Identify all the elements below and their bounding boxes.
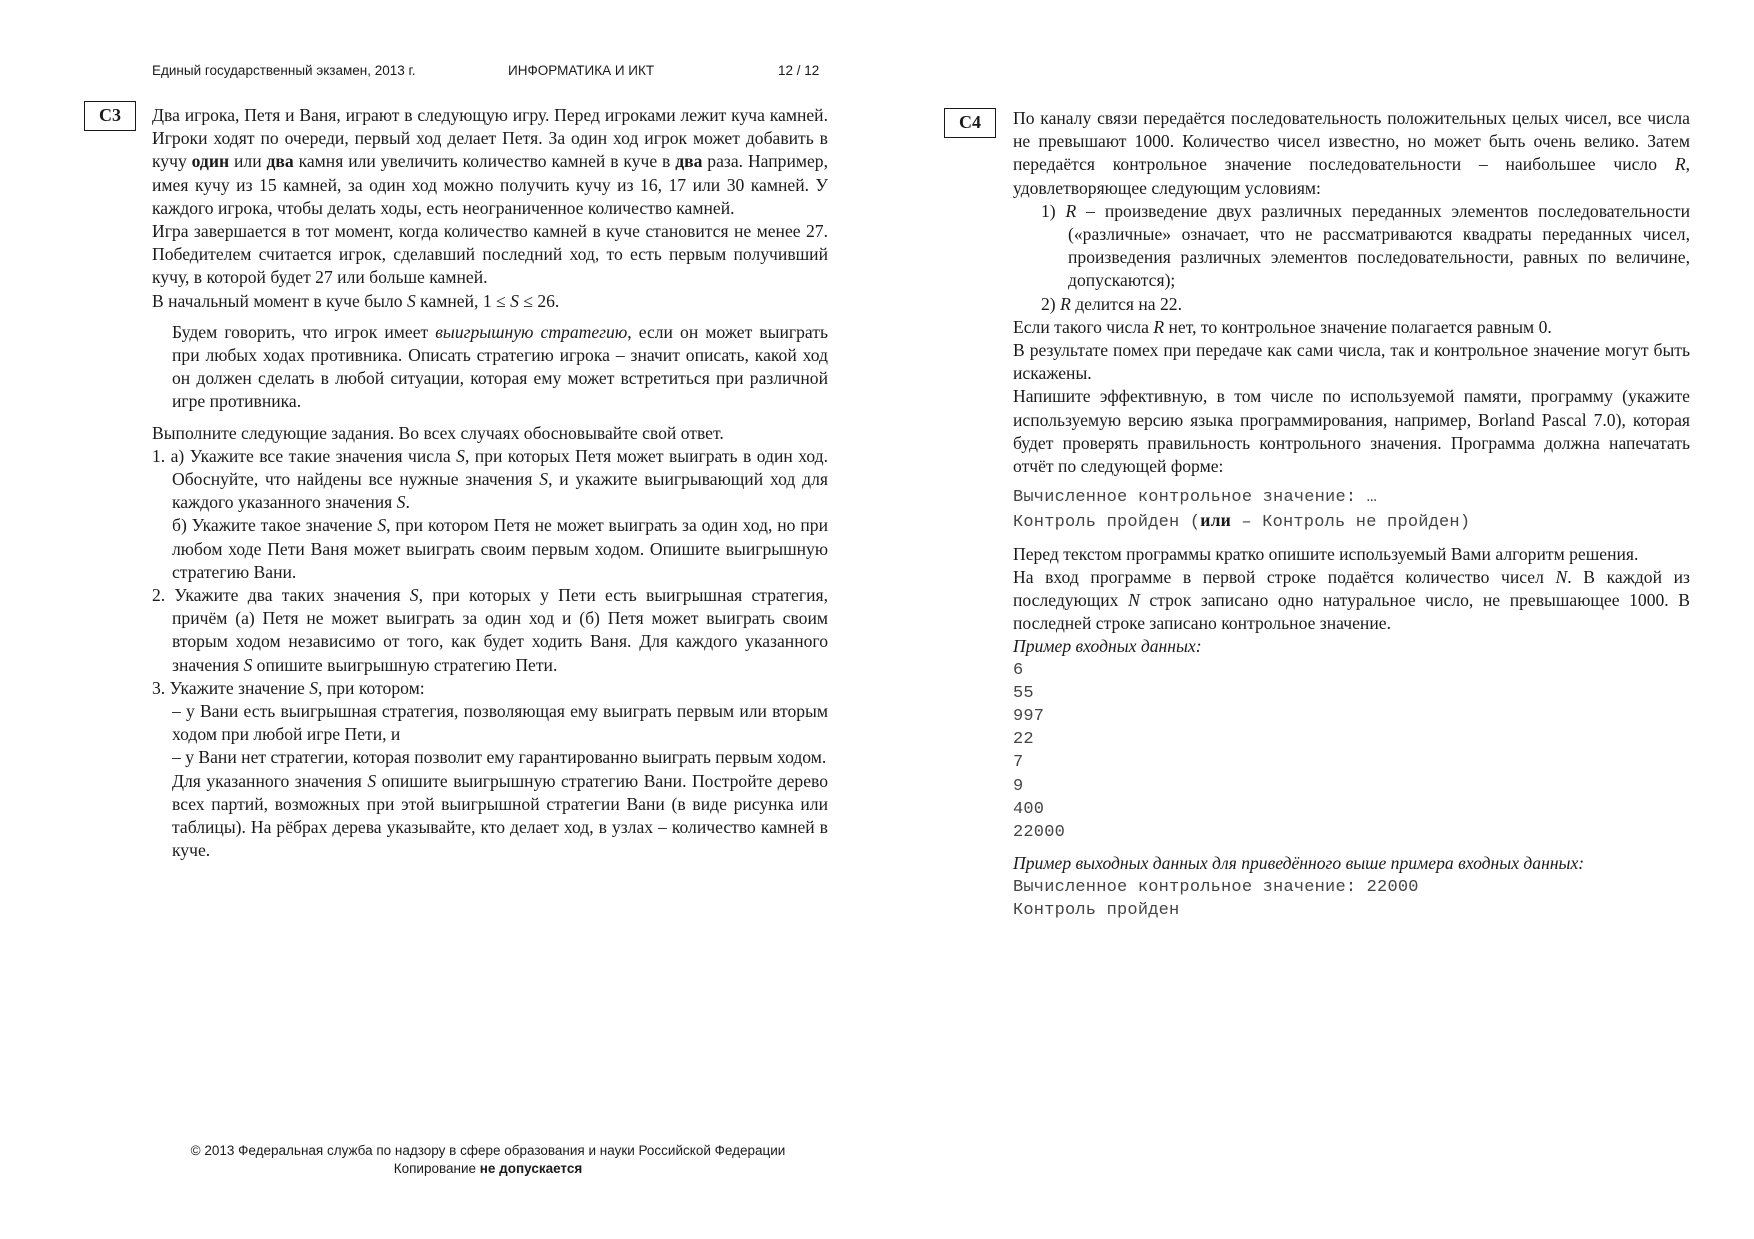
c3-task-1b: б) Укажите такое значение S, при котором Петя не может выиграть за один ход, но при любом ходе Пети Ваня может выиграть своим первым ходом. Опишите выигрышную стратегию Вани. xyxy=(172,515,828,582)
input-example-line: 997 xyxy=(1013,707,1045,727)
footer-copyright xyxy=(150,1142,826,1178)
c4-task: Напишите эффективную, в том числе по используемой памяти, программу (укажите используемую версию языка программирования, например, Borland Pascal 7.0), которая будет проверять правильность контрольного значения. Программа должна напечатать отчёт по следующей форме: xyxy=(1013,386,1690,477)
c3-intro: Два игрока, Петя и Ваня, играют в следующую игру. Перед игроками лежит куча камней. Игроки ходят по очереди, первый ход делает Петя. За один ход игрок может добавить в кучу один или два камня или увеличить количество камней в куче в два раза. Например, имея кучу из 15 камней, за один ход можно получить кучу из 16, 17 или 30 камней. У каждого игрока, чтобы делать ходы, есть неограниченное количество камней. xyxy=(152,105,829,218)
c3-task-3-condition-2: – у Вани нет стратегии, которая позволит ему гарантированно выиграть первым ходом. xyxy=(172,747,827,768)
c4-output-example-label: Пример выходных данных для приведённого выше примера входных данных: xyxy=(1013,853,1585,874)
c4-report-form xyxy=(1013,486,1690,534)
input-example-line: 9 xyxy=(1013,776,1024,796)
c4-noise: В результате помех при передаче как сами числа, так и контрольное значение могут быть искажены. xyxy=(1013,340,1690,384)
c3-start: В начальный момент в куче было S камней, 1 ≤ S ≤ 26. xyxy=(152,290,560,311)
footer-line-1: © 2013 Федеральная служба по надзору в сфере образования и науки Российской Федерации xyxy=(190,1143,786,1158)
input-example-line: 7 xyxy=(1013,753,1024,773)
c3-task-2: 2. Укажите два таких значения S, при которых у Пети есть выигрышная стратегия, причём (а) Петя не может выиграть за один ход и (б) Петя может выиграть своим вторым ходом независимо от того, как будет ходить Ваня. Для каждого указанного значения S опишите выигрышную стратегию Пети. xyxy=(152,585,828,675)
c4-condition-1: 1) R – произведение двух различных переданных элементов последовательности («различные» означает, что не рассматриваются квадраты переданных чисел, произведения различных элементов последовательности, равных по величине, допускаются); xyxy=(1041,200,1690,291)
input-example-line: 400 xyxy=(1013,799,1045,819)
report-line-1: Вычисленное контрольное значение: … xyxy=(1013,488,1378,508)
c3-task-3-condition-1: – у Вани есть выигрышная стратегия, позволяющая ему выиграть первым или вторым ходом при любой игре Пети, и xyxy=(172,701,828,745)
c4-output-example xyxy=(1013,876,1690,922)
input-example-line: 6 xyxy=(1013,660,1024,680)
c4-input-example-label: Пример входных данных: xyxy=(1013,636,1202,657)
header-page-number: 12 / 12 xyxy=(778,63,820,78)
c3-task-3-instructions: Для указанного значения S опишите выигрышную стратегию Вани. Постройте дерево всех партий, возможных при этой выигрышной стратегии Вани (в виде рисунка или таблицы). На рёбрах дерева указывайте, кто делает ход, в узлах – количество камней в куче. xyxy=(172,770,829,861)
task-label-c4: C4 xyxy=(944,108,996,138)
c3-end-rule: Игра завершается в тот момент, когда количество камней в куче становится не менее 27. Победителем считается игрок, сделавший последний ход, то есть первым получивший кучу, в которой будет 27 или больше камней. xyxy=(152,221,828,288)
task-c3-text xyxy=(152,104,828,863)
c4-no-r: Если такого числа R нет, то контрольное значение полагается равным 0. xyxy=(1013,316,1552,337)
c4-condition-2: 2) R делится на 22. xyxy=(1041,293,1182,314)
c3-tasks-intro: Выполните следующие задания. Во всех случаях обосновывайте свой ответ. xyxy=(152,422,724,443)
task-c4-text xyxy=(1013,107,1690,922)
c4-intro: По каналу связи передаётся последовательность положительных целых чисел, все числа не превышают 1000. Количество чисел известно, но может быть очень велико. Затем передаётся контрольное значение последовательности – наибольшее число R, удовлетворяющее следующим условиям: xyxy=(1013,108,1690,198)
header-exam-title: Единый государственный экзамен, 2013 г. xyxy=(152,63,416,78)
c3-task-1a: 1. а) Укажите все такие значения числа S, при которых Петя может выиграть в один ход. Обоснуйте, что найдены все нужные значения S, и укажите выигрывающий ход для каждого указанного значения S. xyxy=(152,445,828,513)
header-subject: ИНФОРМАТИКА И ИКТ xyxy=(508,63,655,78)
input-example-line: 22000 xyxy=(1013,823,1066,843)
c3-strategy-definition: Будем говорить, что игрок имеет выигрышную стратегию, если он может выиграть при любых ходах противника. Описать стратегию игрока – значит описать, какой ход он должен сделать в любой ситуации, которая ему может встретиться при различной игре противника. xyxy=(172,321,828,412)
c4-input-example xyxy=(1013,659,1690,845)
c3-task-3: 3. Укажите значение S, при котором: xyxy=(152,677,425,698)
output-example-line-1: Вычисленное контрольное значение: 22000 xyxy=(1013,877,1419,897)
report-line-2: Контроль пройден (или – Контроль не пройден) xyxy=(1013,510,1471,533)
task-label-c3: C3 xyxy=(84,101,136,131)
footer-line-2: Копирование не допускается xyxy=(393,1161,583,1176)
c4-input-description: На вход программе в первой строке подаётся количество чисел N. В каждой из последующих N строк записано одно натуральное число, не превышающее 1000. В последней строке записано контрольное значение. xyxy=(1013,566,1690,634)
c4-algorithm: Перед текстом программы кратко опишите используемый Вами алгоритм решения. xyxy=(1013,543,1639,564)
input-example-line: 55 xyxy=(1013,683,1034,703)
output-example-line-2: Контроль пройден xyxy=(1013,900,1180,920)
input-example-line: 22 xyxy=(1013,730,1034,750)
